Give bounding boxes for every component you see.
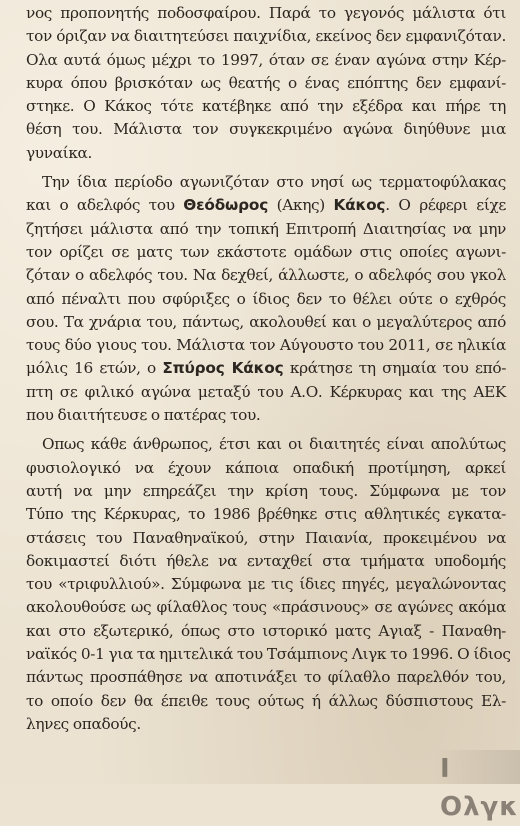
text-line [26, 194, 506, 217]
text-line: που διαιτήτευσε ο πατέρας του. [26, 406, 261, 425]
text-span: κράτησε τη σημαία του επό- [283, 359, 507, 378]
text-line: δοκιμαστεί διότι ήθελε να ενταχθεί στα τμήματα υποδομής [26, 551, 506, 570]
text-line: Τύπο της Κέρκυρας, το 1986 βρέθηκε στις αθλητικές εγκατα- [26, 505, 506, 524]
text-line: ακολουθούσε ως φίλαθλος τους «πράσινους» σε αγώνες ακόμα [26, 598, 506, 617]
text-line: ναϊκός 0-1 για τα ημιτελικά του Τσάμπιονς Λιγκ το 1996. Ο ίδιος [26, 645, 511, 664]
text-line: αυτή να μην επηρεάζει την κρίση τους. Σύμφωνα με τον [26, 481, 506, 500]
text-span: . Ο ρέφερι είχε [385, 196, 507, 215]
text-line: σου. Τα χνάρια του, πάντως, ακολουθεί και ο μεγαλύτερος από [26, 312, 506, 331]
text-line: από πέναλτι που σφύριξες ο ίδιος δεν το θέλει ούτε ο εχθρός [26, 289, 506, 308]
text-span: (Ακης) [268, 196, 334, 215]
text-line [26, 357, 506, 380]
name-spyros-kakos: Σπύρος Κάκος [162, 359, 284, 378]
text-line: ληνες οπαδούς. [26, 714, 141, 733]
text-line: θέση του. Μάλιστα τον συγκεκριμένο αγώνα διηύθυνε μια [26, 120, 506, 139]
text-line: πάντως προσπάθησε να αποτινάξει το φίλαθλο παρελθόν του, [26, 668, 506, 687]
text-line: του «τριφυλλιού». Σύμφωνα με τις ίδιες πηγές, μεγαλώνοντας [26, 575, 506, 594]
paragraph-2 [26, 171, 506, 427]
text-line: και στο εξωτερικό, όπως στο ιστορικό ματς Αγιαξ - Παναθη- [26, 621, 506, 640]
text-line: φυσιολογικό να έχουν κάποια οπαδική προτίμηση, αρκεί [26, 458, 506, 477]
text-line: τους δύο γιους του. Μάλιστα τον Αύγουστο του 2011, σε ηλικία [26, 336, 506, 355]
text-line: στάσεις του Παναθηναϊκού, στην Παιανία, προκειμένου να [26, 528, 506, 547]
text-line: ζητήσει μάλιστα από την τοπική Επιτροπή Διαιτησίας να μην [26, 219, 506, 238]
text-line: Ολα αυτά όμως μέχρι το 1997, όταν σε έναν αγώνα στην Κέρ- [26, 50, 506, 69]
text-line: γυναίκα. [26, 143, 93, 162]
text-line: κυρα όπου βρισκόταν ως θεατής ο ένας επόπτης δεν εμφανί- [26, 73, 506, 92]
text-line: το οποίο δεν θα έπειθε τους ούτως ή άλλως δύσπιστους Ελ- [26, 691, 506, 710]
text-line: Την ίδια περίοδο αγωνιζόταν στο νησί ως τερματοφύλακας [42, 173, 506, 192]
text-line: νος προπονητής ποδοσφαίρου. Παρά το γεγονός μάλιστα ότι [26, 4, 506, 22]
name-kakos: Κάκος [333, 196, 386, 215]
text-line: ζόταν ο αδελφός του. Να δεχθεί, άλλωστε, ο αδελφός σου γκολ [26, 266, 506, 285]
paragraph-3 [26, 433, 511, 736]
page-fold-bleed: Ι Ολγκ [434, 750, 520, 784]
text-line: πτη σε φιλικό αγώνα μεταξύ του Α.Ο. Κέρκυρας και της ΑΕΚ [26, 382, 506, 401]
text-span: και ο αδελφός του [26, 196, 184, 215]
text-line: τον ορίζει σε ματς των εκάστοτε ομάδων στις οποίες αγωνι- [26, 242, 506, 261]
text-line: στηκε. Ο Κάκος τότε κατέβηκε από την εξέδρα και πήρε τη [26, 97, 506, 116]
text-line: Οπως κάθε άνθρωπος, έτσι και οι διαιτητές είναι απολύτως [42, 435, 506, 454]
text-line: τον όριζαν να διαιτητεύσει παιχνίδια, εκείνος δεν εμφανιζόταν. [26, 27, 506, 46]
name-theodoros: Θεόδωρος [183, 196, 269, 215]
text-span: μόλις 16 ετών, ο [26, 359, 163, 378]
paragraph-1 [26, 2, 506, 165]
